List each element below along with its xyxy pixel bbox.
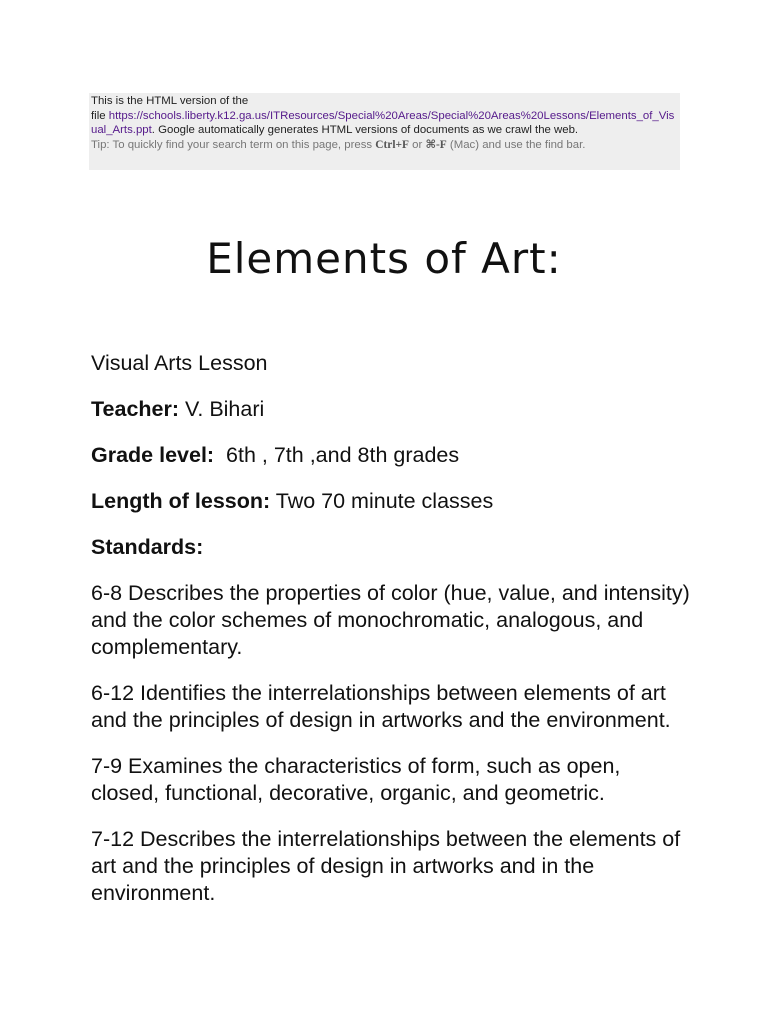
- teacher-line: [91, 396, 691, 423]
- cache-banner: [89, 93, 680, 170]
- grade-label: Grade level:: [91, 443, 215, 467]
- standards-label: Standards:: [91, 535, 204, 559]
- tip-suffix-text: (Mac) and use the find bar.: [446, 138, 586, 151]
- banner-description-text: . Google automatically generates HTML versions of documents as we crawl the web.: [151, 124, 579, 137]
- banner-file-prefix: file: [91, 109, 109, 122]
- banner-intro-text: This is the HTML version of the: [91, 95, 249, 107]
- lesson-content: [91, 350, 691, 926]
- page-title: Elements of Art:: [206, 234, 562, 283]
- grade-value: 6th , 7th ,and 8th grades: [214, 443, 460, 467]
- tip-or-text: or: [408, 138, 426, 151]
- standards-heading: [91, 534, 691, 561]
- length-value: Two 70 minute classes: [270, 489, 494, 513]
- ctrl-f-key: Ctrl+F: [375, 138, 409, 151]
- lesson-subtitle: Visual Arts Lesson: [91, 351, 268, 375]
- grade-line: [91, 442, 691, 469]
- standard-item: 6-12 Identifies the interrelationships between elements of art and the principles of design in artworks and the environment.: [91, 681, 671, 732]
- standard-item: 7-9 Examines the characteristics of form, such as open, closed, functional, decorative, organic, and geometric.: [91, 754, 621, 805]
- length-line: [91, 488, 691, 515]
- standard-item: 6-8 Describes the properties of color (hue, value, and intensity) and the color schemes of monochromatic, analogous, and complementary.: [91, 581, 690, 659]
- tip-prefix-text: Tip: To quickly find your search term on this page, press: [91, 138, 376, 151]
- length-label: Length of lesson:: [91, 489, 271, 513]
- teacher-label: Teacher:: [91, 397, 180, 421]
- banner-tip: [91, 139, 585, 151]
- cmd-f-key: ⌘-F: [425, 138, 447, 151]
- teacher-value: V. Bihari: [179, 397, 265, 421]
- source-file-link[interactable]: https://schools.liberty.k12.ga.us/ITResources/Special%20Areas/Special%20Areas%20Lessons/Elements_of_Visual_Arts.ppt: [91, 109, 675, 137]
- standard-item: 7-12 Describes the interrelationships between the elements of art and the principles of design in artworks and in the environment.: [91, 827, 681, 905]
